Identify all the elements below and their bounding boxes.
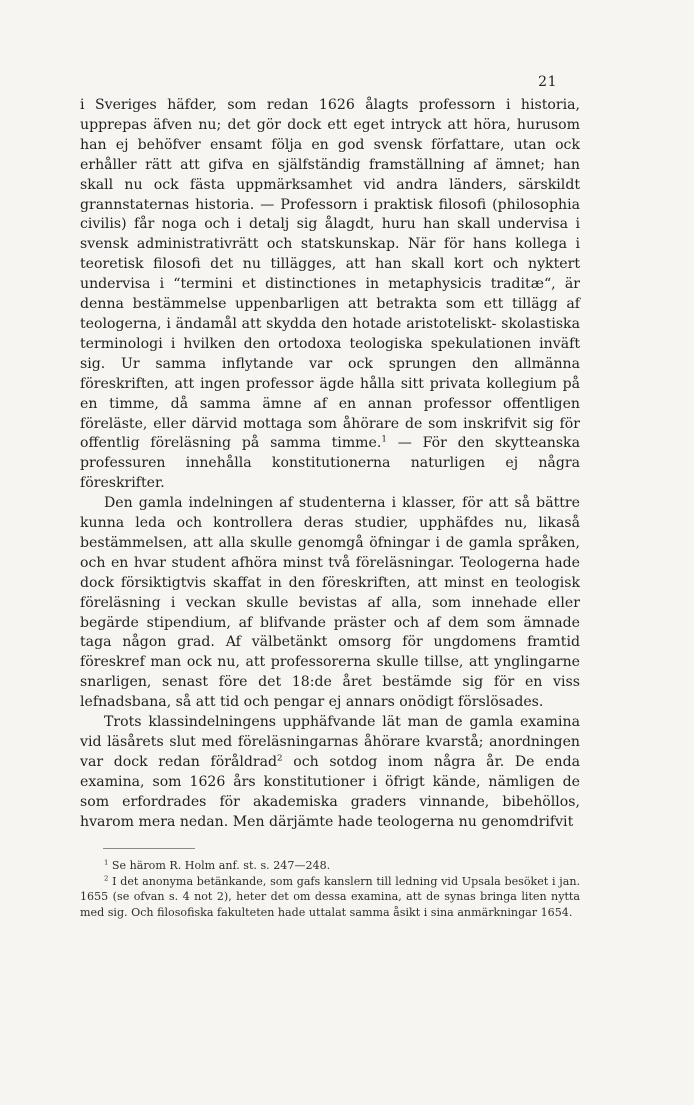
page-number: 21: [538, 74, 557, 90]
paragraph-2: [80, 494, 580, 713]
paragraph-1: [80, 96, 580, 494]
footnote-2: [80, 874, 580, 921]
body-text: [80, 96, 580, 833]
paragraph-1-text-a: i Sveriges häfder, som redan 1626 ålagts professorn i historia, upprepas äfven nu; det gör dock ett eget intryck att höra, hurusom han ej behöfver ensamt följa en god svensk författare, utan ock erhåller rätt att gifva en själfständig framställning af ämnet; han skall nu ock fästa uppmärksamhet vid andra länders, särskildt grannstaternas historia. — Professorn i praktisk filosofi (philosophia civilis) får noga och i detalj sig ålagdt, huru han skall undervisa i svensk administrativrätt och statskunskap. När för hans kollega i teoretisk filosofi det nu tillägges, att han skall kort och nyktert undervisa i “termini et distinctiones in metaphysicis traditæ“, är denna bestämmelse uppenbarligen att betrakta som ett tillägg af teologerna, i ändamål att skydda den hotade aristoteliskt- skolastiska terminologi i hvilken den ortodoxa teologiska spekulationen inväft sig. Ur samma inflytande var ock sprungen den allmänna föreskriften, att ingen professor ägde hålla sitt privata kollegium på en timme, då samma ämne af en annan professor offentligen föreläste, eller därvid mottaga som åhörare de som inskrifvit sig för offentlig föreläsning på samma timme.: [80, 97, 580, 452]
paragraph-3-text-a: Trots klassindelningens upphäfvande lät man de gamla examina vid läsårets slut med föreläsningarnas åhörare kvarstå; anordningen var dock redan föråldrad: [80, 714, 580, 770]
paragraph-2-text: Den gamla indelningen af studenterna i klasser, för att så bättre kunna leda och kontrollera deras studier, upphäfdes nu, likaså bestämmelsen, att alla skulle genomgå öfningar i de gamla språken, och en hvar student afhöra minst två föreläsningar. Teologerna hade dock försiktigtvis skaffat in den föreskriften, att minst en teologisk föreläsning i veckan skulle bevistas af alla, som innehade eller begärde stipendium, af blifvande präster och af dem som ämnade taga någon grad. Af välbetänkt omsorg för ungdomens framtid föreskref man ock nu, att professorerna skulle tillse, att ynglingarne snarligen, senast före det 18:de året bestämde sig för en viss lefnadsbana, så att tid och pengar ej annars onödigt förslösades.: [80, 495, 580, 711]
footnote-ref-2: 2: [277, 753, 283, 764]
footnote-2-marker: 2: [104, 873, 109, 882]
footnote-1-text: Se härom R. Holm anf. st. s. 247—248.: [108, 859, 331, 872]
paragraph-3-text-b: och sotdog inom några år. De enda examina, som 1626 års konstitutioner i öfrigt kände, nämligen de som erfordrades för akademiska graders vinnande, bibehöllos, hvarom mera nedan. Men därjämte hade teologerna nu genomdrifvit: [80, 753, 580, 830]
paragraph-3: [80, 713, 580, 832]
footnote-1: [80, 858, 580, 874]
footnote-divider: [103, 848, 195, 849]
paragraph-1-text-b: — För den skytteanska professuren innehålla konstitutionerna naturligen ej några föreskrifter.: [80, 435, 580, 492]
footnote-ref-1: 1: [381, 434, 387, 445]
footnotes: [80, 858, 580, 920]
footnote-2-text: I det anonyma betänkande, som gafs kanslern till ledning vid Upsala besöket i jan. 1655 (se ofvan s. 4 not 2), heter det om dessa examina, att de synas bringa liten nytta med sig. Och filosofiska fakulteten hade uttalat samma åsikt i sina anmärkningar 1654.: [80, 874, 580, 919]
footnote-1-marker: 1: [104, 858, 109, 867]
